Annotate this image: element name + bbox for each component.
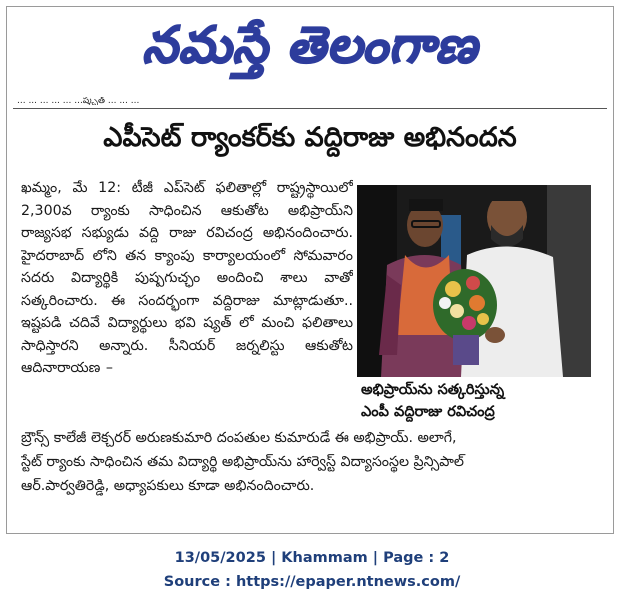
caption-line-1: అభిప్రాయ్‌ను సత్కరిస్తున్న bbox=[361, 382, 505, 398]
article-headline bbox=[7, 115, 613, 161]
body-line: స్టేట్ ర్యాంకు సాధించిన తమ విద్యార్థి అభిప్రాయ్‌ను హార్వెస్ట్ విద్యాసంస్థల ప్రిన్సిపాల్ bbox=[21, 454, 464, 470]
article-body-text: ఖమ్మం, మే 12: టీజీ ఎప్‌సెట్ ఫలితాల్లో రాష్ట్రస్థాయిలో 2,300వ ర్యాంకు సాధించిన ఆకుతోట అభిప్రాయ్‌ని రాజ్యసభ సభ్యుడు వద్ది రాజు రవిచంద్ర అభినందించారు. హైదరాబాద్ లోని తన క్యాంపు కార్యాలయంలో సోమవారం సదరు విద్యార్థికి పుష్పగుచ్ఛం అందించి శాలు వాతో సత్కరించారు. ఈ సందర్భంగా వద్దిరాజు మాట్లాడుతూ.. ఇష్టపడి చదివే విద్యార్థులు భవి ష్యత్ లో మంచి ఫలితాలు సాధిస్తారని అన్నారు. సీనియర్ జర్నలిస్టు ఆకుతోట ఆదినారాయణ – bbox=[21, 180, 353, 376]
photo-caption bbox=[357, 379, 591, 425]
photo-illustration bbox=[357, 185, 591, 377]
article-body-column bbox=[21, 177, 353, 422]
newspaper-masthead bbox=[7, 9, 613, 81]
header-divider bbox=[13, 108, 607, 109]
body-line: ఆర్.పార్వతిరెడ్డి, అధ్యాపకులు కూడా అభినందించారు. bbox=[21, 478, 315, 494]
clipping-frame bbox=[6, 6, 614, 534]
cropped-previous-text: ... ... ... ... ... ...ష్కృత్ ... ... ... bbox=[17, 97, 140, 105]
body-line: బ్రౌన్స్ కాలేజీ లెక్చరర్ అరుణకుమారి దంపతుల కుమారుడే ఈ అభిప్రాయ్. అలాగే, bbox=[21, 430, 457, 446]
headline-text: ఎపీసెట్ ర్యాంకర్‌కు వద్దిరాజు అభినందన bbox=[103, 122, 517, 153]
masthead-title: నమస్తే తెలంగాణ bbox=[142, 16, 478, 74]
clipping-date-info: 13/05/2025 | Khammam | Page : 2 bbox=[174, 550, 450, 566]
article-continuation bbox=[21, 426, 603, 531]
news-photo bbox=[357, 185, 591, 377]
clipping-source: Source : https://epaper.ntnews.com/ bbox=[163, 574, 461, 590]
caption-line-2: ఎంపీ వద్దిరాజు రవిచంద్ర bbox=[361, 404, 495, 420]
